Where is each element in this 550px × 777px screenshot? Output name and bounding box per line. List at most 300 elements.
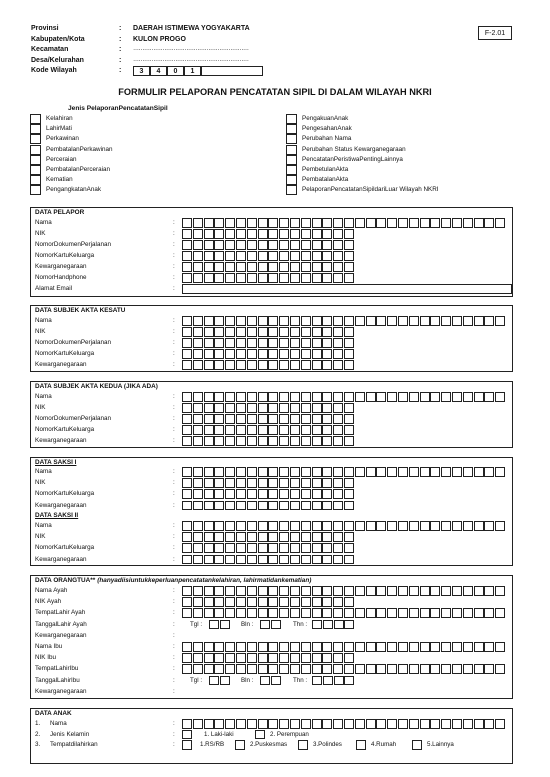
input-cell[interactable] (204, 597, 214, 607)
input-cell[interactable] (290, 653, 300, 663)
input-cell[interactable] (220, 676, 230, 686)
input-cell[interactable] (420, 467, 430, 477)
input-cell[interactable] (279, 262, 289, 272)
input-cell[interactable] (344, 327, 354, 337)
input-cell[interactable] (182, 467, 192, 477)
input-cell[interactable] (204, 532, 214, 542)
input-cell[interactable] (258, 532, 268, 542)
input-cell[interactable] (322, 467, 332, 477)
input-cell[interactable] (312, 240, 322, 250)
input-cell[interactable] (409, 316, 419, 326)
checkbox-jenis[interactable] (286, 175, 297, 185)
input-cell[interactable] (301, 608, 311, 618)
input-cell[interactable] (344, 608, 354, 618)
input-cell[interactable] (322, 642, 332, 652)
input-cell[interactable] (258, 229, 268, 239)
input-cell[interactable] (193, 251, 203, 261)
input-cell[interactable] (182, 316, 192, 326)
input-cell[interactable] (236, 218, 246, 228)
input-cell[interactable] (193, 338, 203, 348)
input-cell[interactable] (204, 543, 214, 553)
input-cell[interactable] (214, 653, 224, 663)
input-cell[interactable] (430, 392, 440, 402)
input-cell[interactable] (322, 521, 332, 531)
input-cell[interactable] (225, 273, 235, 283)
input-cell[interactable] (344, 262, 354, 272)
input-cell[interactable] (301, 251, 311, 261)
input-cell[interactable] (301, 597, 311, 607)
input-cell[interactable] (333, 251, 343, 261)
input-cell[interactable] (258, 392, 268, 402)
input-cell[interactable] (279, 608, 289, 618)
input-cell[interactable] (301, 521, 311, 531)
input-cell[interactable] (376, 719, 386, 729)
input-cell[interactable] (193, 425, 203, 435)
input-cell[interactable] (301, 240, 311, 250)
input-cell[interactable] (430, 218, 440, 228)
input-cell[interactable] (312, 467, 322, 477)
input-cell[interactable] (322, 262, 332, 272)
input-cell[interactable] (312, 403, 322, 413)
tempat-checkbox[interactable] (182, 740, 192, 750)
input-cell[interactable] (225, 414, 235, 424)
input-cell[interactable] (193, 240, 203, 250)
input-cell[interactable] (182, 338, 192, 348)
input-cell[interactable] (214, 642, 224, 652)
input-cell[interactable] (193, 664, 203, 674)
input-cell[interactable] (258, 414, 268, 424)
input-cell[interactable] (322, 327, 332, 337)
input-cell[interactable] (193, 597, 203, 607)
input-cell[interactable] (333, 360, 343, 370)
input-cell[interactable] (258, 642, 268, 652)
input-cell[interactable] (214, 349, 224, 359)
input-cell[interactable] (409, 521, 419, 531)
input-cell[interactable] (333, 229, 343, 239)
input-cell[interactable] (344, 360, 354, 370)
input-cell[interactable] (290, 349, 300, 359)
tempat-checkbox[interactable] (235, 740, 245, 750)
input-cell[interactable] (182, 586, 192, 596)
input-cell[interactable] (333, 436, 343, 446)
input-cell[interactable] (193, 489, 203, 499)
input-cell[interactable] (182, 664, 192, 674)
input-cell[interactable] (279, 338, 289, 348)
input-cell[interactable] (322, 251, 332, 261)
input-cell[interactable] (225, 403, 235, 413)
input-cell[interactable] (279, 436, 289, 446)
input-cell[interactable] (333, 489, 343, 499)
input-cell[interactable] (268, 501, 278, 511)
input-cell[interactable] (290, 555, 300, 565)
input-cell[interactable] (193, 521, 203, 531)
input-cell[interactable] (247, 349, 257, 359)
input-cell[interactable] (323, 676, 333, 686)
input-cell[interactable] (301, 392, 311, 402)
input-cell[interactable] (193, 653, 203, 663)
input-cell[interactable] (204, 478, 214, 488)
input-cell[interactable] (225, 251, 235, 261)
input-cell[interactable] (463, 586, 473, 596)
input-cell[interactable] (376, 316, 386, 326)
input-cell[interactable] (322, 532, 332, 542)
input-cell[interactable] (441, 392, 451, 402)
input-cell[interactable] (430, 586, 440, 596)
input-cell[interactable] (225, 664, 235, 674)
input-cell[interactable] (290, 478, 300, 488)
input-cell[interactable] (214, 414, 224, 424)
input-cell[interactable] (193, 392, 203, 402)
input-cell[interactable] (260, 620, 270, 630)
input-cell[interactable] (268, 218, 278, 228)
input-cell[interactable] (236, 229, 246, 239)
input-cell[interactable] (366, 586, 376, 596)
input-cell[interactable] (474, 392, 484, 402)
input-cell[interactable] (247, 664, 257, 674)
input-cell[interactable] (322, 597, 332, 607)
input-cell[interactable] (182, 392, 192, 402)
input-cell[interactable] (247, 229, 257, 239)
input-cell[interactable] (312, 316, 322, 326)
tempat-checkbox[interactable] (412, 740, 422, 750)
input-cell[interactable] (474, 719, 484, 729)
input-cell[interactable] (279, 642, 289, 652)
input-cell[interactable] (258, 597, 268, 607)
input-cell[interactable] (301, 262, 311, 272)
input-cell[interactable] (225, 586, 235, 596)
input-cell[interactable] (420, 642, 430, 652)
input-cell[interactable] (463, 467, 473, 477)
input-cell[interactable] (268, 653, 278, 663)
input-cell[interactable] (409, 467, 419, 477)
input-cell[interactable] (268, 251, 278, 261)
input-cell[interactable] (290, 521, 300, 531)
input-cell[interactable] (322, 664, 332, 674)
input-cell[interactable] (268, 240, 278, 250)
checkbox-jenis[interactable] (286, 134, 297, 144)
input-cell[interactable] (204, 664, 214, 674)
input-cell[interactable] (441, 608, 451, 618)
input-cell[interactable] (204, 642, 214, 652)
input-cell[interactable] (355, 664, 365, 674)
input-cell[interactable] (258, 653, 268, 663)
input-cell[interactable] (214, 586, 224, 596)
input-cell[interactable] (214, 501, 224, 511)
input-cell[interactable] (322, 586, 332, 596)
input-cell[interactable] (312, 436, 322, 446)
input-cell[interactable] (258, 251, 268, 261)
input-cell[interactable] (312, 642, 322, 652)
input-cell[interactable] (344, 403, 354, 413)
input-cell[interactable] (322, 229, 332, 239)
input-cell[interactable] (398, 586, 408, 596)
input-cell[interactable] (214, 229, 224, 239)
input-cell[interactable] (236, 597, 246, 607)
input-cell[interactable] (420, 521, 430, 531)
input-cell[interactable] (268, 316, 278, 326)
input-cell[interactable] (290, 586, 300, 596)
input-cell[interactable] (279, 543, 289, 553)
input-cell[interactable] (271, 620, 281, 630)
input-cell[interactable] (214, 273, 224, 283)
input-cell[interactable] (333, 316, 343, 326)
input-cell[interactable] (463, 664, 473, 674)
input-cell[interactable] (236, 489, 246, 499)
input-cell[interactable] (279, 664, 289, 674)
kode-wilayah-box[interactable]: 1 (184, 66, 201, 76)
input-cell[interactable] (409, 586, 419, 596)
input-cell[interactable] (220, 620, 230, 630)
input-cell[interactable] (225, 608, 235, 618)
input-cell[interactable] (182, 414, 192, 424)
input-cell[interactable] (236, 262, 246, 272)
input-cell[interactable] (301, 218, 311, 228)
input-cell[interactable] (301, 316, 311, 326)
input-cell[interactable] (193, 218, 203, 228)
input-cell[interactable] (193, 414, 203, 424)
input-cell[interactable] (247, 501, 257, 511)
checkbox-jenis[interactable] (30, 165, 41, 175)
input-cell[interactable] (290, 467, 300, 477)
input-cell[interactable] (290, 425, 300, 435)
input-cell[interactable] (182, 653, 192, 663)
input-cell[interactable] (344, 425, 354, 435)
input-cell[interactable] (209, 620, 219, 630)
input-cell[interactable] (268, 489, 278, 499)
input-cell[interactable] (236, 273, 246, 283)
input-cell[interactable] (258, 586, 268, 596)
input-cell[interactable] (247, 392, 257, 402)
input-cell[interactable] (333, 403, 343, 413)
input-cell[interactable] (333, 262, 343, 272)
input-cell[interactable] (279, 251, 289, 261)
input-cell[interactable] (290, 608, 300, 618)
input-cell[interactable] (268, 392, 278, 402)
input-cell[interactable] (268, 360, 278, 370)
input-cell[interactable] (204, 349, 214, 359)
input-cell[interactable] (387, 719, 397, 729)
input-cell[interactable] (333, 543, 343, 553)
input-cell[interactable] (344, 240, 354, 250)
input-cell[interactable] (290, 414, 300, 424)
input-cell[interactable] (214, 218, 224, 228)
input-cell[interactable] (344, 532, 354, 542)
input-cell[interactable] (322, 392, 332, 402)
input-cell[interactable] (322, 543, 332, 553)
input-cell[interactable] (247, 414, 257, 424)
input-cell[interactable] (474, 316, 484, 326)
input-cell[interactable] (398, 664, 408, 674)
input-cell[interactable] (344, 273, 354, 283)
input-cell[interactable] (322, 501, 332, 511)
input-cell[interactable] (322, 338, 332, 348)
input-cell[interactable] (225, 489, 235, 499)
input-cell[interactable] (333, 642, 343, 652)
input-cell[interactable] (204, 327, 214, 337)
input-cell[interactable] (236, 338, 246, 348)
input-cell[interactable] (214, 532, 224, 542)
input-cell[interactable] (225, 218, 235, 228)
input-cell[interactable] (312, 414, 322, 424)
input-cell[interactable] (193, 262, 203, 272)
input-cell[interactable] (279, 653, 289, 663)
input-cell[interactable] (247, 543, 257, 553)
input-cell[interactable] (258, 608, 268, 618)
input-cell[interactable] (290, 664, 300, 674)
input-cell[interactable] (312, 620, 322, 630)
input-cell[interactable] (182, 425, 192, 435)
input-cell[interactable] (290, 642, 300, 652)
input-cell[interactable] (236, 586, 246, 596)
input-cell[interactable] (279, 719, 289, 729)
input-cell[interactable] (258, 338, 268, 348)
input-cell[interactable] (312, 360, 322, 370)
kode-wilayah-box[interactable]: 3 (133, 66, 150, 76)
input-cell[interactable] (420, 316, 430, 326)
input-cell[interactable] (225, 467, 235, 477)
input-cell[interactable] (193, 273, 203, 283)
input-cell[interactable] (279, 316, 289, 326)
input-cell[interactable] (225, 229, 235, 239)
input-cell[interactable] (247, 316, 257, 326)
input-cell[interactable] (312, 521, 322, 531)
input-cell[interactable] (387, 467, 397, 477)
input-cell[interactable] (463, 218, 473, 228)
input-cell[interactable] (193, 719, 203, 729)
input-cell[interactable] (225, 262, 235, 272)
input-cell[interactable] (387, 521, 397, 531)
input-cell[interactable] (279, 532, 289, 542)
input-cell[interactable] (474, 467, 484, 477)
input-cell[interactable] (334, 620, 344, 630)
input-cell[interactable] (214, 316, 224, 326)
input-cell[interactable] (344, 719, 354, 729)
input-cell[interactable] (290, 403, 300, 413)
input-cell[interactable] (258, 262, 268, 272)
input-cell[interactable] (463, 521, 473, 531)
input-cell[interactable] (344, 338, 354, 348)
checkbox-jenis[interactable] (286, 145, 297, 155)
checkbox-jenis[interactable] (30, 145, 41, 155)
input-cell[interactable] (398, 392, 408, 402)
input-cell[interactable] (333, 586, 343, 596)
input-cell[interactable] (344, 642, 354, 652)
input-cell[interactable] (214, 489, 224, 499)
input-cell[interactable] (236, 719, 246, 729)
input-cell[interactable] (225, 719, 235, 729)
input-cell[interactable] (279, 327, 289, 337)
input-cell[interactable] (279, 478, 289, 488)
input-cell[interactable] (312, 338, 322, 348)
input-cell[interactable] (236, 240, 246, 250)
input-cell[interactable] (441, 316, 451, 326)
input-cell[interactable] (344, 392, 354, 402)
input-cell[interactable] (193, 327, 203, 337)
input-cell[interactable] (344, 653, 354, 663)
input-cell[interactable] (182, 273, 192, 283)
input-cell[interactable] (333, 478, 343, 488)
input-cell[interactable] (441, 586, 451, 596)
input-cell[interactable] (344, 229, 354, 239)
input-cell[interactable] (398, 316, 408, 326)
input-cell[interactable] (247, 338, 257, 348)
input-cell[interactable] (209, 676, 219, 686)
checkbox-jenis[interactable] (286, 124, 297, 134)
input-cell[interactable] (182, 360, 192, 370)
input-cell[interactable] (214, 240, 224, 250)
input-cell[interactable] (214, 251, 224, 261)
input-cell[interactable] (441, 218, 451, 228)
input-cell[interactable] (290, 501, 300, 511)
input-cell[interactable] (366, 316, 376, 326)
input-cell[interactable] (441, 467, 451, 477)
input-cell[interactable] (214, 262, 224, 272)
input-cell[interactable] (312, 608, 322, 618)
input-cell[interactable] (225, 436, 235, 446)
input-cell[interactable] (398, 719, 408, 729)
input-cell[interactable] (333, 532, 343, 542)
input-cell[interactable] (214, 719, 224, 729)
input-cell[interactable] (193, 532, 203, 542)
input-cell[interactable] (420, 608, 430, 618)
input-cell[interactable] (204, 425, 214, 435)
input-cell[interactable] (268, 262, 278, 272)
input-cell[interactable] (236, 392, 246, 402)
input-cell[interactable] (430, 719, 440, 729)
input-cell[interactable] (355, 608, 365, 618)
input-cell[interactable] (420, 218, 430, 228)
input-cell[interactable] (279, 586, 289, 596)
input-cell[interactable] (182, 642, 192, 652)
input-cell[interactable] (333, 240, 343, 250)
input-cell[interactable] (204, 360, 214, 370)
tempat-checkbox[interactable] (298, 740, 308, 750)
input-cell[interactable] (452, 719, 462, 729)
input-cell[interactable] (452, 467, 462, 477)
input-cell[interactable] (333, 555, 343, 565)
input-cell[interactable] (484, 642, 494, 652)
input-cell[interactable] (182, 327, 192, 337)
input-cell[interactable] (260, 676, 270, 686)
input-cell[interactable] (398, 608, 408, 618)
input-cell[interactable] (322, 436, 332, 446)
input-cell[interactable] (279, 360, 289, 370)
input-cell[interactable] (484, 392, 494, 402)
input-cell[interactable] (290, 262, 300, 272)
input-cell[interactable] (258, 501, 268, 511)
input-cell[interactable] (236, 467, 246, 477)
input-cell[interactable] (430, 664, 440, 674)
input-cell[interactable] (290, 719, 300, 729)
input-cell[interactable] (398, 521, 408, 531)
checkbox-jenis[interactable] (30, 175, 41, 185)
input-cell[interactable] (344, 251, 354, 261)
input-cell[interactable] (290, 316, 300, 326)
input-cell[interactable] (463, 392, 473, 402)
input-cell[interactable] (247, 489, 257, 499)
input-cell[interactable] (376, 642, 386, 652)
input-cell[interactable] (214, 338, 224, 348)
gender-checkbox[interactable] (182, 730, 192, 740)
input-cell[interactable] (204, 403, 214, 413)
input-cell[interactable] (268, 349, 278, 359)
input-cell[interactable] (268, 425, 278, 435)
input-cell[interactable] (236, 360, 246, 370)
input-cell[interactable] (344, 521, 354, 531)
input-cell[interactable] (495, 664, 505, 674)
input-cell[interactable] (225, 360, 235, 370)
input-cell[interactable] (301, 425, 311, 435)
